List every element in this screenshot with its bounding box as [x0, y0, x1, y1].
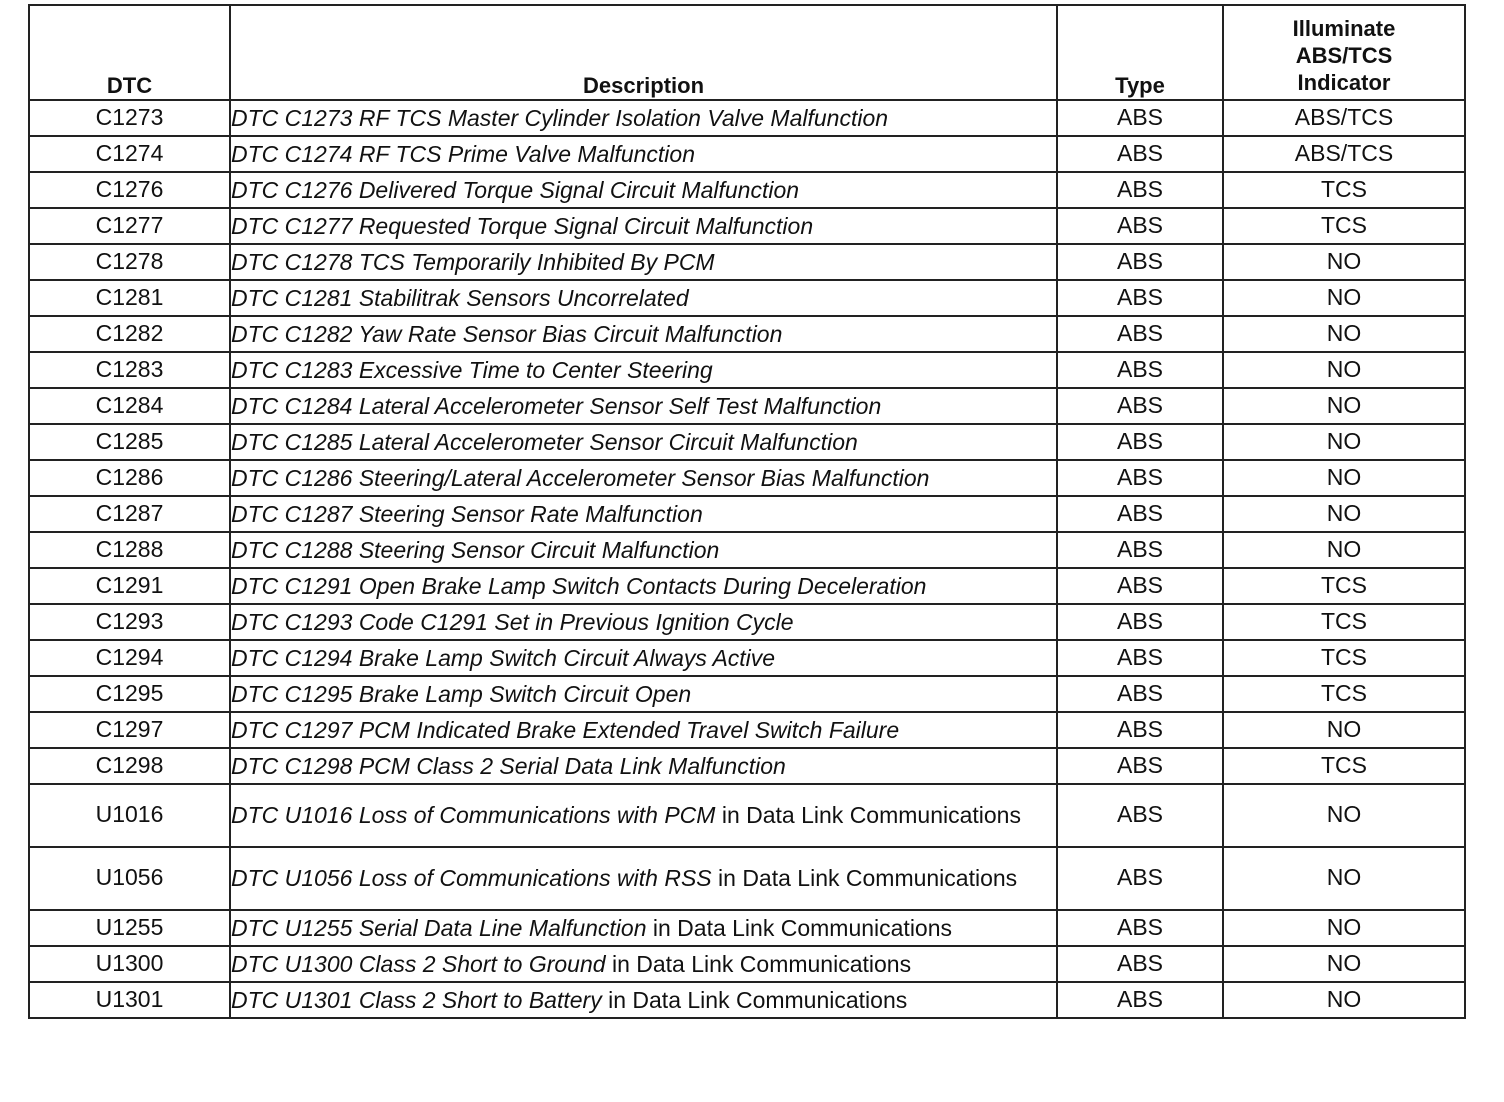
dtc-code-cell	[29, 100, 230, 136]
indicator-cell	[1223, 424, 1465, 460]
description-italic: DTC C1284 Lateral Accelerometer Sensor Self Test Malfunction	[231, 392, 882, 419]
type-cell	[1057, 100, 1223, 136]
description-cell	[230, 208, 1057, 244]
header-row	[29, 5, 1465, 100]
description-cell	[230, 712, 1057, 748]
dtc-code-cell	[29, 910, 230, 946]
type-cell	[1057, 280, 1223, 316]
type-value: ABS	[1116, 715, 1164, 742]
description-italic: DTC C1287 Steering Sensor Rate Malfunction	[231, 500, 703, 527]
dtc-code: C1295	[95, 679, 164, 706]
type-cell	[1057, 352, 1223, 388]
indicator-value: NO	[1326, 427, 1362, 454]
type-cell	[1057, 208, 1223, 244]
indicator-cell	[1223, 172, 1465, 208]
type-value: ABS	[1116, 283, 1164, 310]
header-indicator-line1: Illuminate	[1292, 16, 1396, 41]
description-italic: DTC C1285 Lateral Accelerometer Sensor Circuit Malfunction	[231, 428, 858, 455]
dtc-code: U1056	[95, 864, 164, 890]
indicator-value: TCS	[1321, 643, 1367, 670]
type-value: ABS	[1116, 985, 1164, 1012]
dtc-code: U1016	[95, 801, 164, 827]
type-cell	[1057, 172, 1223, 208]
table-row	[29, 280, 1465, 316]
description-italic: DTC C1295 Brake Lamp Switch Circuit Open	[231, 680, 692, 707]
type-cell	[1057, 136, 1223, 172]
dtc-code: U1255	[95, 913, 164, 940]
indicator-value: NO	[1326, 913, 1362, 940]
description-plain: in Data Link Communications	[711, 865, 1018, 891]
dtc-code-cell	[29, 640, 230, 676]
dtc-code: C1297	[95, 715, 164, 742]
dtc-code-cell	[29, 424, 230, 460]
dtc-code-cell	[29, 172, 230, 208]
table-row	[29, 352, 1465, 388]
table-row	[29, 532, 1465, 568]
type-value: ABS	[1116, 391, 1164, 418]
indicator-cell	[1223, 352, 1465, 388]
indicator-cell	[1223, 280, 1465, 316]
table-row	[29, 604, 1465, 640]
dtc-code: C1283	[95, 355, 164, 382]
dtc-code-cell	[29, 136, 230, 172]
description-cell	[230, 388, 1057, 424]
header-indicator-line2: ABS/TCS	[1295, 43, 1393, 68]
type-value: ABS	[1116, 643, 1164, 670]
indicator-value: TCS	[1321, 211, 1367, 238]
indicator-cell	[1223, 532, 1465, 568]
indicator-cell	[1223, 388, 1465, 424]
dtc-code: C1277	[95, 211, 164, 238]
type-cell	[1057, 676, 1223, 712]
indicator-value: TCS	[1321, 607, 1367, 634]
dtc-code-cell	[29, 532, 230, 568]
dtc-code-cell	[29, 460, 230, 496]
type-value: ABS	[1116, 175, 1164, 202]
description-plain: in Data Link Communications	[605, 950, 912, 977]
description-cell	[230, 280, 1057, 316]
type-value: ABS	[1116, 535, 1164, 562]
dtc-code-cell	[29, 568, 230, 604]
indicator-cell	[1223, 748, 1465, 784]
type-cell	[1057, 847, 1223, 910]
indicator-cell	[1223, 460, 1465, 496]
description-italic: DTC U1056 Loss of Communications with RSS	[231, 865, 712, 891]
dtc-code: C1282	[95, 319, 164, 346]
dtc-code-cell	[29, 280, 230, 316]
indicator-cell	[1223, 316, 1465, 352]
indicator-value: NO	[1326, 247, 1362, 274]
description-cell	[230, 748, 1057, 784]
indicator-cell	[1223, 244, 1465, 280]
dtc-code-cell	[29, 712, 230, 748]
dtc-code: C1286	[95, 463, 164, 490]
dtc-code: U1300	[95, 949, 164, 976]
indicator-value: TCS	[1321, 751, 1367, 778]
type-value: ABS	[1116, 801, 1164, 827]
dtc-code: C1293	[95, 607, 164, 634]
indicator-value: NO	[1326, 715, 1362, 742]
indicator-cell	[1223, 640, 1465, 676]
dtc-code: C1281	[95, 283, 164, 310]
type-cell	[1057, 946, 1223, 982]
description-italic: DTC U1016 Loss of Communications with PCM	[231, 802, 716, 828]
indicator-cell	[1223, 100, 1465, 136]
table-row	[29, 172, 1465, 208]
type-value: ABS	[1116, 751, 1164, 778]
type-value: ABS	[1116, 139, 1164, 166]
header-type: Type	[1057, 5, 1223, 100]
indicator-value: NO	[1326, 801, 1362, 827]
type-cell	[1057, 982, 1223, 1018]
table-row	[29, 982, 1465, 1018]
indicator-value: NO	[1326, 463, 1362, 490]
table-row	[29, 784, 1465, 847]
indicator-cell	[1223, 946, 1465, 982]
header-indicator	[1223, 5, 1465, 100]
description-cell	[230, 784, 1057, 847]
dtc-code: C1294	[95, 643, 164, 670]
dtc-code: C1276	[95, 175, 164, 202]
description-cell	[230, 352, 1057, 388]
description-cell	[230, 640, 1057, 676]
indicator-value: ABS/TCS	[1294, 139, 1394, 166]
description-italic: DTC C1282 Yaw Rate Sensor Bias Circuit Malfunction	[231, 320, 783, 347]
dtc-code-cell	[29, 352, 230, 388]
indicator-cell	[1223, 676, 1465, 712]
dtc-table	[28, 4, 1466, 1019]
type-cell	[1057, 784, 1223, 847]
description-cell	[230, 910, 1057, 946]
indicator-value: NO	[1326, 949, 1362, 976]
table-row	[29, 424, 1465, 460]
description-plain: in Data Link Communications	[646, 914, 953, 941]
description-italic: DTC C1283 Excessive Time to Center Steering	[231, 356, 713, 383]
description-cell	[230, 136, 1057, 172]
table-row	[29, 136, 1465, 172]
description-cell	[230, 568, 1057, 604]
type-value: ABS	[1116, 499, 1164, 526]
dtc-code: C1274	[95, 139, 164, 166]
dtc-code-cell	[29, 847, 230, 910]
type-value: ABS	[1116, 103, 1164, 130]
indicator-value: NO	[1326, 499, 1362, 526]
dtc-code-cell	[29, 316, 230, 352]
type-value: ABS	[1116, 607, 1164, 634]
type-value: ABS	[1116, 247, 1164, 274]
indicator-cell	[1223, 568, 1465, 604]
description-cell	[230, 316, 1057, 352]
indicator-cell	[1223, 496, 1465, 532]
table-row	[29, 568, 1465, 604]
type-cell	[1057, 712, 1223, 748]
description-cell	[230, 172, 1057, 208]
indicator-value: TCS	[1321, 175, 1367, 202]
description-cell	[230, 460, 1057, 496]
type-value: ABS	[1116, 571, 1164, 598]
description-italic: DTC C1277 Requested Torque Signal Circuit Malfunction	[231, 212, 814, 239]
indicator-value: NO	[1326, 535, 1362, 562]
dtc-code: C1278	[95, 247, 164, 274]
dtc-code-cell	[29, 496, 230, 532]
type-cell	[1057, 388, 1223, 424]
description-italic: DTC C1294 Brake Lamp Switch Circuit Always Active	[231, 644, 776, 671]
dtc-code-cell	[29, 388, 230, 424]
description-cell	[230, 100, 1057, 136]
table-row	[29, 100, 1465, 136]
description-plain: in Data Link Communications	[715, 802, 1021, 828]
header-indicator-line3: Indicator	[1297, 70, 1391, 95]
description-cell	[230, 847, 1057, 910]
indicator-cell	[1223, 208, 1465, 244]
dtc-code-cell	[29, 604, 230, 640]
dtc-code: C1287	[95, 499, 164, 526]
description-cell	[230, 676, 1057, 712]
dtc-code: C1284	[95, 391, 164, 418]
indicator-value: NO	[1326, 355, 1362, 382]
indicator-value: NO	[1326, 985, 1362, 1012]
table-row	[29, 712, 1465, 748]
type-value: ABS	[1116, 463, 1164, 490]
dtc-code-cell	[29, 676, 230, 712]
indicator-value: NO	[1326, 319, 1362, 346]
indicator-cell	[1223, 136, 1465, 172]
indicator-cell	[1223, 982, 1465, 1018]
type-cell	[1057, 496, 1223, 532]
table-row	[29, 316, 1465, 352]
indicator-value: ABS/TCS	[1294, 103, 1394, 130]
type-value: ABS	[1116, 211, 1164, 238]
description-italic: DTC C1288 Steering Sensor Circuit Malfunction	[231, 536, 720, 563]
description-italic: DTC C1298 PCM Class 2 Serial Data Link Malfunction	[231, 752, 786, 779]
type-cell	[1057, 244, 1223, 280]
description-cell	[230, 496, 1057, 532]
indicator-value: TCS	[1321, 571, 1367, 598]
header-description: Description	[230, 5, 1057, 100]
indicator-cell	[1223, 712, 1465, 748]
indicator-value: NO	[1326, 283, 1362, 310]
type-value: ABS	[1116, 427, 1164, 454]
table-row	[29, 748, 1465, 784]
table-row	[29, 496, 1465, 532]
type-value: ABS	[1116, 949, 1164, 976]
description-italic: DTC U1300 Class 2 Short to Ground	[231, 950, 606, 977]
indicator-value: NO	[1326, 391, 1362, 418]
dtc-code: C1288	[95, 535, 164, 562]
dtc-code-cell	[29, 748, 230, 784]
dtc-code-cell	[29, 982, 230, 1018]
table-row	[29, 460, 1465, 496]
description-italic: DTC C1281 Stabilitrak Sensors Uncorrelated	[231, 284, 689, 311]
type-cell	[1057, 910, 1223, 946]
table-row	[29, 910, 1465, 946]
description-cell	[230, 532, 1057, 568]
indicator-value: NO	[1326, 864, 1362, 890]
type-cell	[1057, 316, 1223, 352]
description-cell	[230, 982, 1057, 1018]
indicator-cell	[1223, 784, 1465, 847]
dtc-code: C1273	[95, 103, 164, 130]
description-italic: DTC U1255 Serial Data Line Malfunction	[231, 914, 647, 941]
description-italic: DTC C1286 Steering/Lateral Accelerometer Sensor Bias Malfunction	[231, 464, 930, 491]
table-row	[29, 244, 1465, 280]
dtc-code-cell	[29, 208, 230, 244]
description-cell	[230, 424, 1057, 460]
indicator-value: TCS	[1321, 679, 1367, 706]
description-italic: DTC C1291 Open Brake Lamp Switch Contacts During Deceleration	[231, 572, 927, 599]
header-dtc: DTC	[29, 5, 230, 100]
description-cell	[230, 946, 1057, 982]
description-italic: DTC C1273 RF TCS Master Cylinder Isolation Valve Malfunction	[231, 104, 889, 131]
dtc-code: C1291	[95, 571, 164, 598]
description-cell	[230, 244, 1057, 280]
dtc-code: C1298	[95, 751, 164, 778]
description-italic: DTC C1297 PCM Indicated Brake Extended Travel Switch Failure	[231, 716, 900, 743]
dtc-code: C1285	[95, 427, 164, 454]
description-italic: DTC U1301 Class 2 Short to Battery	[231, 986, 602, 1013]
table-row	[29, 847, 1465, 910]
type-value: ABS	[1116, 864, 1164, 890]
type-cell	[1057, 568, 1223, 604]
description-plain: in Data Link Communications	[601, 986, 908, 1013]
type-cell	[1057, 532, 1223, 568]
type-cell	[1057, 604, 1223, 640]
description-cell	[230, 604, 1057, 640]
type-cell	[1057, 640, 1223, 676]
dtc-code-cell	[29, 244, 230, 280]
table-row	[29, 946, 1465, 982]
indicator-cell	[1223, 604, 1465, 640]
description-italic: DTC C1276 Delivered Torque Signal Circuit Malfunction	[231, 176, 800, 203]
type-cell	[1057, 460, 1223, 496]
indicator-cell	[1223, 910, 1465, 946]
type-value: ABS	[1116, 355, 1164, 382]
table-row	[29, 640, 1465, 676]
description-italic: DTC C1278 TCS Temporarily Inhibited By PCM	[231, 248, 715, 275]
dtc-code-cell	[29, 946, 230, 982]
dtc-code-cell	[29, 784, 230, 847]
table-row	[29, 676, 1465, 712]
type-value: ABS	[1116, 913, 1164, 940]
dtc-code: U1301	[95, 985, 164, 1012]
type-value: ABS	[1116, 679, 1164, 706]
description-italic: DTC C1274 RF TCS Prime Valve Malfunction	[231, 140, 695, 167]
description-italic: DTC C1293 Code C1291 Set in Previous Ignition Cycle	[231, 608, 794, 635]
table-row	[29, 388, 1465, 424]
type-value: ABS	[1116, 319, 1164, 346]
type-cell	[1057, 424, 1223, 460]
indicator-cell	[1223, 847, 1465, 910]
type-cell	[1057, 748, 1223, 784]
table-row	[29, 208, 1465, 244]
